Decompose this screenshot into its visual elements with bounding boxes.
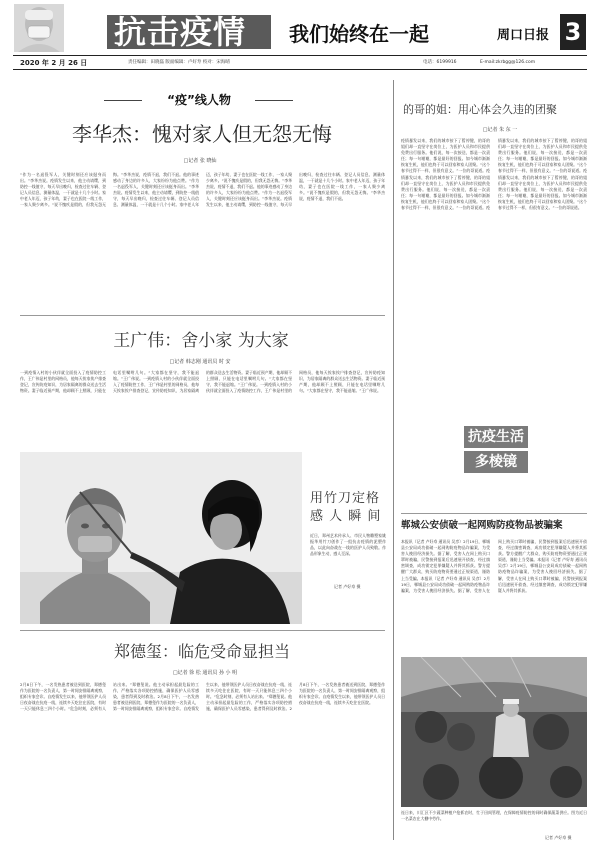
sculpture-headline-2: 感 人 瞬 间: [310, 509, 382, 524]
right-top-byline: □记者 朱 东 一: [482, 127, 518, 133]
section-tag-line-left: [104, 100, 142, 101]
page-number: 3: [560, 14, 586, 50]
right-bottom-body: 本报讯（记者 卢好寿 通讯员 吴彦）2月19日，郸城县公安局成功侦破一起网购防疫物品诈骗案，为受害人挽回经济损失。据了解，受害人在网上购买口罩时被骗，民警接到报案后迅速展开侦查，经过缜密调查，成功锁定犯罪嫌疑人并将其抓获。警方提醒广大群众，购买防疫物资要通过正规渠道，谨防上当受骗。本报讯（记者 卢好寿 通讯员 吴彦）2月19日，郸城县公安局成功侦破一起网购防疫物品诈骗案，为受害人挽回经济损失。据了解，受害人在网上购买口罩时被骗，民警接到报案后迅速展开侦查，经过缜密调查，成功锁定犯罪嫌疑人并将其抓获。警方提醒广大群众，购买防疫物资要通过正规渠道，谨防上当受骗。本报讯（记者 卢好寿 通讯员 吴彦）2月19日，郸城县公安局成功侦破一起网购防疫物品诈骗案，为受害人挽回经济损失。据了解，受害人在网上购买口罩时被骗，民警接到报案后迅速展开侦查，经过缜密调查，成功锁定犯罪嫌疑人并将其抓获。: [401, 539, 587, 593]
story3-byline: □记者 徐 松 通讯员 孙 小 明: [172, 670, 238, 676]
masthead-nurse-image: [14, 4, 64, 52]
greenhouse-credit: 记者 卢好寿 摄: [545, 835, 572, 840]
email: E-mail:zkrbgg@126.com: [480, 60, 536, 65]
phone: 电话：6199916: [423, 60, 457, 65]
story1-body: “作为一名退役军人，关键时刻还应该挺身而出。”李华杰说。疫情发生以来，他主动请缨，到防控一线值守，每天早出晚归，检查过往车辆、登记人员信息、测量体温，一干就是十几个小时。家中老人年迈，孩子年幼，妻子也在医院一线工作，一家人聚少离多。“说不愧疚是假的，但我无怨无悔。”李华杰说，疫情不退，我们不退。他的事迹感动了身边的许多人，大家纷纷为他点赞。“作为一名退役军人，关键时刻还应该挺身而出。”李华杰说。疫情发生以来，他主动请缨，到防控一线值守，每天早出晚归，检查过往车辆、登记人员信息、测量体温，一干就是十几个小时。家中老人年迈，孩子年幼，妻子也在医院一线工作，一家人聚少离多。“说不愧疚是假的，但我无怨无悔。”李华杰说，疫情不退，我们不退。他的事迹感动了身边的许多人，大家纷纷为他点赞。“作为一名退役军人，关键时刻还应该挺身而出。”李华杰说。疫情发生以来，他主动请缨，到防控一线值守，每天早出晚归，检查过往车辆、登记人员信息、测量体温，一干就是十几个小时。家中老人年迈，孩子年幼，妻子也在医院一线工作，一家人聚少离多。“说不愧疚是假的，但我无怨无悔。”李华杰说，疫情不退，我们不退。: [20, 172, 385, 208]
header-title: 抗击疫情: [114, 13, 247, 51]
issue-date: 2020 年 2 月 26 日: [20, 59, 88, 67]
paper-logo: 周口日报: [497, 28, 550, 43]
section-tag-line-right: [255, 100, 293, 101]
stamp-line-1: 抗疫生活: [468, 429, 524, 445]
header-subtitle: 我们始终在一起: [289, 22, 429, 46]
story1-byline: □记者 张 晓仙: [183, 158, 217, 164]
right-top-headline: 的哥的姐：用心体会久违的团聚: [403, 103, 557, 116]
column-divider: [393, 80, 394, 840]
story2-byline: □记者 韩志刚 通讯员 时 安: [169, 359, 231, 365]
section-tag: “疫”线人物: [167, 93, 231, 107]
sculpture-caption: 近日，郑州艺术传承人、市民人物雕塑家姚振华用竹刀创作了一组抗击疫情的泥塑作品，以此向奋战在一线的医护人员致敬。作品形象生动，感人至深。: [310, 533, 386, 557]
right-bottom-headline: 郸城公安侦破一起网购防疫物品被骗案: [401, 520, 563, 531]
editor-credits: 责任编辑：田晓磊 版面编辑：卢好寿 校对：宋海晴: [128, 60, 230, 65]
greenhouse-photo: [401, 657, 587, 807]
right-top-body: 疫情暴发以来，我们的城市按下了暂停键，的哥的姐们却一直坚守在岗位上，为医护人员和市民提供免费出行服务。他们说，每一次接送，都是一次责任；每一句谢谢，都是最好的回报。如今城市渐渐恢复生机，他们也终于可以回家和家人团聚。“这个春节过得不一样，但很有意义。”一位的哥说道。疫情暴发以来，我们的城市按下了暂停键，的哥的姐们却一直坚守在岗位上，为医护人员和市民提供免费出行服务。他们说，每一次接送，都是一次责任；每一句谢谢，都是最好的回报。如今城市渐渐恢复生机，他们也终于可以回家和家人团聚。“这个春节过得不一样，但很有意义。”一位的哥说道。疫情暴发以来，我们的城市按下了暂停键，的哥的姐们却一直坚守在岗位上，为医护人员和市民提供免费出行服务。他们说，每一次接送，都是一次责任；每一句谢谢，都是最好的回报。如今城市渐渐恢复生机，他们也终于可以回家和家人团聚。“这个春节过得不一样，但很有意义。”一位的哥说道。疫情暴发以来，我们的城市按下了暂停键，的哥的姐们却一直坚守在岗位上，为医护人员和市民提供免费出行服务。他们说，每一次接送，都是一次责任；每一句谢谢，都是最好的回报。如今城市渐渐恢复生机，他们也终于可以回家和家人团聚。“这个春节过得不一样，但很有意义。”一位的哥说道。: [401, 138, 587, 211]
story1-headline: 李华杰：愧对家人但无怨无悔: [72, 122, 332, 146]
divider-1: [20, 315, 385, 316]
sculpture-photo: [20, 452, 302, 624]
story3-body: 2月8日下午，一名发热患者被送到医院，郑德玺作为医院的一名负责人，第一时间安排隔离观察，组织专家会诊。自疫情发生以来，他带领医护人员日夜奋战在抗疫一线，连续多天吃住在医院，有时一天只能休息三四个小时。“危急时刻，必须有人站出来。”郑德玺说。他主动承担起最危险的工作，严格落实各项防控措施，确保医护人员零感染，患者得到及时救治。2月8日下午，一名发热患者被送到医院，郑德玺作为医院的一名负责人，第一时间安排隔离观察，组织专家会诊。自疫情发生以来，他带领医护人员日夜奋战在抗疫一线，连续多天吃住在医院，有时一天只能休息三四个小时。“危急时刻，必须有人站出来。”郑德玺说。他主动承担起最危险的工作，严格落实各项防控措施，确保医护人员零感染，患者得到及时救治。2月8日下午，一名发热患者被送到医院，郑德玺作为医院的一名负责人，第一时间安排隔离观察，组织专家会诊。自疫情发生以来，他带领医护人员日夜奋战在抗疫一线，连续多天吃住在医院。: [20, 682, 385, 712]
divider-2: [20, 630, 385, 631]
sculpture-credit: 记者 卢好寿 摄: [334, 584, 361, 589]
header-rule-2: [13, 69, 587, 70]
sculpture-headline-1: 用竹刀定格: [310, 491, 381, 506]
story2-headline: 王广伟：舍小家 为大家: [113, 331, 289, 351]
story2-body: 一到疫情入村的小伙伴就全面投入了疫情防控工作，王广伟是村里的网格员，他每天挨家挨户排查登记，宣传防疫知识，为居家隔离的群众送去生活物资。妻子临近预产期，他却顾不上照顾，只能在电话里嘱咐几句。“大家都在坚守，我不能退缩。”王广伟说。一到疫情入村的小伙伴就全面投入了疫情防控工作，王广伟是村里的网格员，他每天挨家挨户排查登记，宣传防疫知识，为居家隔离的群众送去生活物资。妻子临近预产期，他却顾不上照顾，只能在电话里嘱咐几句。“大家都在坚守，我不能退缩。”王广伟说。一到疫情入村的小伙伴就全面投入了疫情防控工作，王广伟是村里的网格员，他每天挨家挨户排查登记，宣传防疫知识，为居家隔离的群众送去生活物资。妻子临近预产期，他却顾不上照顾，只能在电话里嘱咐几句。“大家都在坚守，我不能退缩。”王广伟说。: [20, 370, 385, 394]
header-rule: [13, 55, 587, 56]
divider-right: [401, 513, 587, 514]
stamp-line-2: 多棱镜: [475, 454, 517, 470]
greenhouse-caption: 连日来，川汇区不少蔬菜种植户抢抓农时，忙于田间管理，在保障疫情防控的同时确保蔬菜供应。图为近日一名菜农在大棚中劳作。: [401, 810, 587, 822]
story3-headline: 郑德玺：临危受命显担当: [113, 642, 290, 661]
